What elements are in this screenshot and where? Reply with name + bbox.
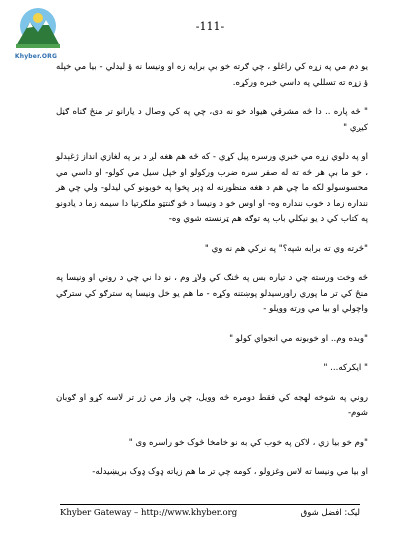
- paragraph: څه وخت ورسته چي د تیاره بس په څنګ کي ولاړ وم ، نو دا ني چي د روني او ونیسا په منځ کي تر ما پوري راورسیدلو پوښتنه وکړه - ما هم یو خل ونیسا په سترګو کي سترګي واچولي او بیا مي ورته وویلو -: [56, 273, 368, 314]
- paragraph: "څرته وي ته برابه شپه؟" په نرکي هم نه وي ": [204, 243, 368, 254]
- paragraph: "وم خو بیا زي ، لاکن په خوب کي به نو خامخا څوک خو راسره وی ": [128, 437, 368, 448]
- logo-caption: Khyber.ORG: [14, 53, 58, 60]
- page-footer: [60, 504, 360, 518]
- footer-source: Khyber Gateway – http://www.khyber.org: [60, 508, 238, 518]
- paragraph: روني په شوخه لهجه کي فقط دومره څه وویل، چي واز مي ژر تر لاسه کړو او ګوبان شوم-: [56, 392, 368, 418]
- footer-author: لیک: افضل شوق: [300, 508, 360, 518]
- paragraph: یو دم مي په زړه کي راغلو ، چي ګرته خو بې برایه زه او ونیسا نه ؤ لیدلي - بیا مي خپله ؤ زړه ته تسللي په داسي خبره ورکړه.: [56, 62, 368, 88]
- paragraph: او په دلوي زړه مي خبري ورسره پیل کړي - که څه هم هغه لږ د بر په لغازي انداز ژغېدلو ، خو ما بې هر څه ته له صفر سره ضرب ورکولو او خپل سیل مي کولو- او داسي مي محسوسولو لکه ما چي هم د هغه منظورنه له ډېر پخوا په خوبونو کي لیدلو- ولي چي هر ننداره زما د خوب ننداره وه- او اوس خو د ونیسا د څو ګنتټو ملګرتیا دا سیمه زما د یادونو په کتاب کي د یو نیکلي باب په توګه هم ټرنسته شوي وه-: [56, 152, 368, 224]
- document-body: [56, 60, 368, 492]
- paragraph: او بیا مي ونیسا ته لاس وغزولو ، کومه چي تر ما هم زیاته ډوک ډوک بریښیدله-: [92, 467, 368, 477]
- paragraph: " څه پاره .. دا څه مشرقي هیواد خو نه دی، چي په کي وصال د یارانو تر منځ ګناه ګڼل کیږي ": [56, 107, 368, 133]
- page-number: -111-: [195, 20, 225, 33]
- paragraph: "وبده وم.. او خوبونه مي انجواي کولو ": [229, 333, 368, 344]
- paragraph: " ایکرکه... ": [323, 363, 368, 373]
